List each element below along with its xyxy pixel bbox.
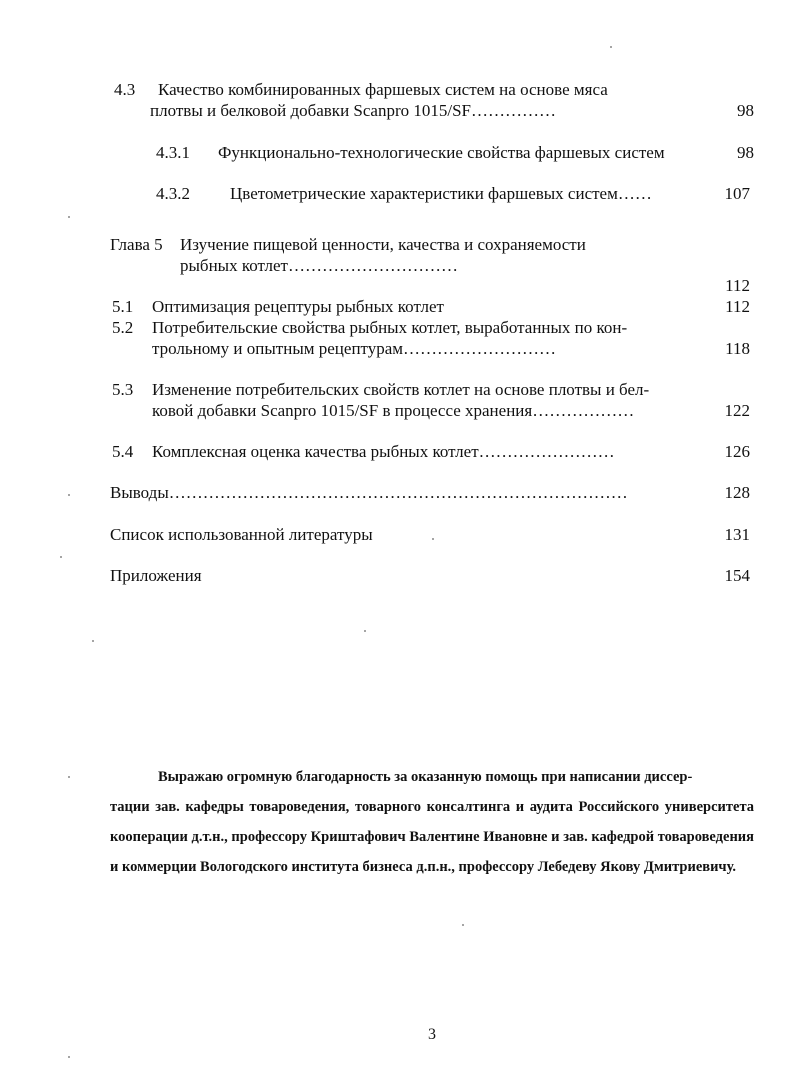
toc-4-3-2-title: Цветометрические характеристики фаршевых систем……	[230, 184, 652, 203]
scan-speck	[68, 776, 70, 778]
toc-chapter-5-title-line1: Изучение пищевой ценности, качества и сохраняемости	[180, 235, 586, 254]
scan-speck	[68, 216, 70, 218]
toc-chapter-5-label: Глава 5	[110, 235, 163, 254]
toc-5-2-title-line2: трольному и опытным рецептурам………………………	[152, 339, 557, 358]
toc-appendices-title: Приложения	[110, 566, 202, 585]
toc-5-1-number: 5.1	[112, 297, 134, 316]
toc-5-3-title-line1: Изменение потребительских свойств котлет на основе плотвы и бел-	[152, 380, 650, 399]
page-number: 3	[428, 1026, 436, 1043]
toc-4-3-title-line2: плотвы и белковой добавки Scanpro 1015/SF……………	[150, 101, 557, 120]
toc-5-1-page: 112	[725, 297, 750, 316]
toc-chapter-5-page: 112	[725, 276, 750, 295]
scan-speck	[68, 494, 70, 496]
scan-speck	[60, 556, 62, 558]
toc-chapter-5-title-line2: рыбных котлет…………………………	[180, 256, 458, 275]
toc-references-page: 131	[724, 525, 750, 544]
toc-references-title: Список использованной литературы	[110, 525, 373, 544]
toc-4-3-number: 4.3	[114, 80, 136, 99]
toc-4-3-2-number: 4.3.2	[156, 184, 190, 203]
toc-4-3-1-page: 98	[737, 143, 754, 162]
toc-4-3-1-title: Функционально-технологические свойства фаршевых систем	[218, 143, 665, 162]
toc-5-1-title: Оптимизация рецептуры рыбных котлет	[152, 297, 444, 316]
acknowledgement-first-line: Выражаю огромную благодарность за оказанную помощь при написании диссер-	[158, 769, 693, 785]
toc-appendices-page: 154	[724, 566, 750, 585]
toc-5-2-page: 118	[725, 339, 750, 358]
scan-speck	[610, 46, 612, 48]
acknowledgement-rest: тации зав. кафедры товароведения, товарного консалтинга и аудита Российского университета кооперации д.т.н., профессору Криштафович Валентине Ивановне и зав. кафедрой товароведения и коммерции Вологодского института бизнеса д.п.н., профессору Лебедеву Якову Дмитриевичу.	[110, 799, 754, 875]
toc-conclusions-page: 128	[724, 483, 750, 502]
toc-5-4-page: 126	[724, 442, 750, 461]
toc-5-3-page: 122	[724, 401, 750, 420]
toc-5-3-number: 5.3	[112, 380, 134, 399]
toc-5-3-title-line2: ковой добавки Scanpro 1015/SF в процессе хранения………………	[152, 401, 635, 420]
toc-5-4-title: Комплексная оценка качества рыбных котлет……………………	[152, 442, 615, 461]
scan-speck	[92, 640, 94, 642]
toc-5-4-number: 5.4	[112, 442, 134, 461]
toc-5-2-number: 5.2	[112, 318, 134, 337]
scan-speck	[68, 1056, 70, 1058]
acknowledgement-paragraph	[110, 762, 754, 882]
scan-speck	[364, 630, 366, 632]
toc-5-2-title-line1: Потребительские свойства рыбных котлет, выработанных по кон-	[152, 318, 628, 337]
toc-conclusions-title: Выводы………………………………………………………………………	[110, 483, 628, 502]
toc-4-3-2-page: 107	[724, 184, 750, 203]
toc-4-3-1-number: 4.3.1	[156, 143, 190, 162]
toc-4-3-title-line1: Качество комбинированных фаршевых систем на основе мяса	[158, 80, 608, 99]
scan-speck	[462, 924, 464, 926]
scan-speck	[432, 538, 434, 540]
toc-4-3-page: 98	[737, 101, 754, 120]
